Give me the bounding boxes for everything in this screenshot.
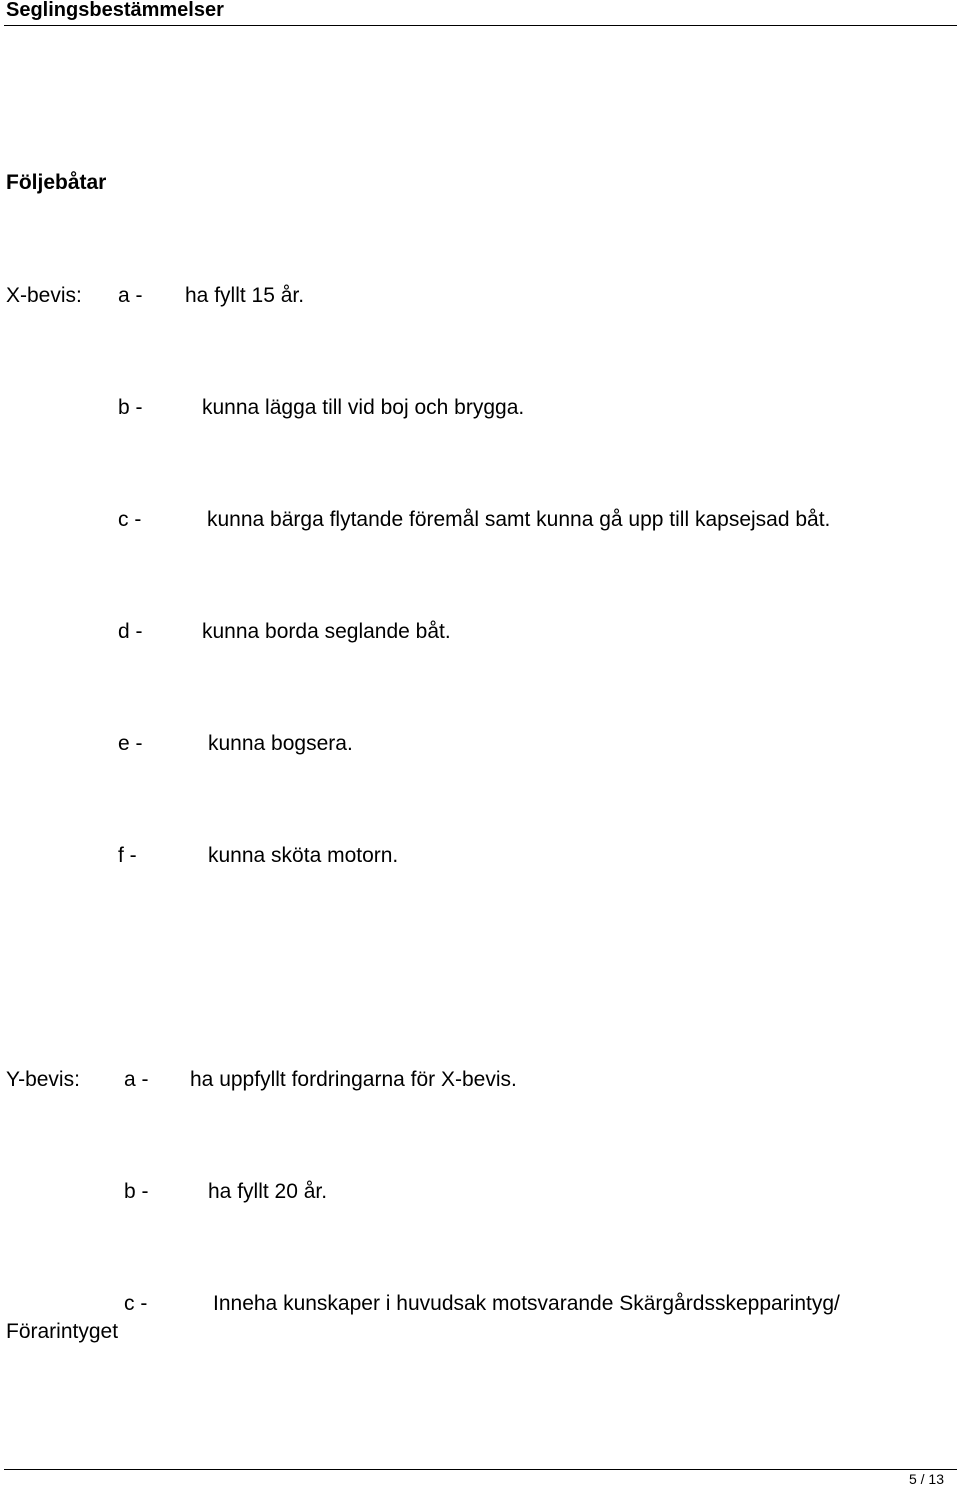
x-bevis-item-b-marker: b - — [118, 396, 143, 419]
header-divider — [4, 25, 957, 26]
page-number: 5 / 13 — [908, 1471, 944, 1487]
y-bevis-item-c-continuation: Förarintyget — [6, 1320, 119, 1343]
x-bevis-item-e-text: kunna bogsera. — [208, 732, 353, 755]
x-bevis-item-c-marker: c - — [118, 508, 142, 531]
x-bevis-item-b-text: kunna lägga till vid boj och brygga. — [202, 396, 525, 419]
x-bevis-item-a-text: ha fyllt 15 år. — [185, 284, 305, 307]
x-bevis-item-a-marker: a - — [118, 284, 143, 307]
y-bevis-item-b-marker: b - — [124, 1180, 149, 1203]
x-bevis-item-d-text: kunna borda seglande båt. — [202, 620, 451, 643]
y-bevis-label: Y-bevis: — [6, 1068, 80, 1091]
x-bevis-item-f-marker: f - — [118, 844, 137, 867]
y-bevis-item-a-marker: a - — [124, 1068, 149, 1091]
document-title: Seglingsbestämmelser — [6, 0, 224, 21]
footer-divider — [4, 1469, 957, 1470]
y-bevis-item-a-text: ha uppfyllt fordringarna för X-bevis. — [190, 1068, 517, 1091]
x-bevis-item-d-marker: d - — [118, 620, 143, 643]
section-heading: Följebåtar — [6, 171, 107, 194]
x-bevis-item-c-text: kunna bärga flytande föremål samt kunna gå upp till kapsejsad båt. — [207, 508, 831, 531]
y-bevis-item-c-marker: c - — [124, 1292, 148, 1315]
y-bevis-item-b-text: ha fyllt 20 år. — [208, 1180, 328, 1203]
x-bevis-label: X-bevis: — [6, 284, 82, 307]
y-bevis-item-c-text: Inneha kunskaper i huvudsak motsvarande Skärgårdsskepparintyg/ — [213, 1292, 840, 1315]
x-bevis-item-f-text: kunna sköta motorn. — [208, 844, 399, 867]
x-bevis-item-e-marker: e - — [118, 732, 143, 755]
